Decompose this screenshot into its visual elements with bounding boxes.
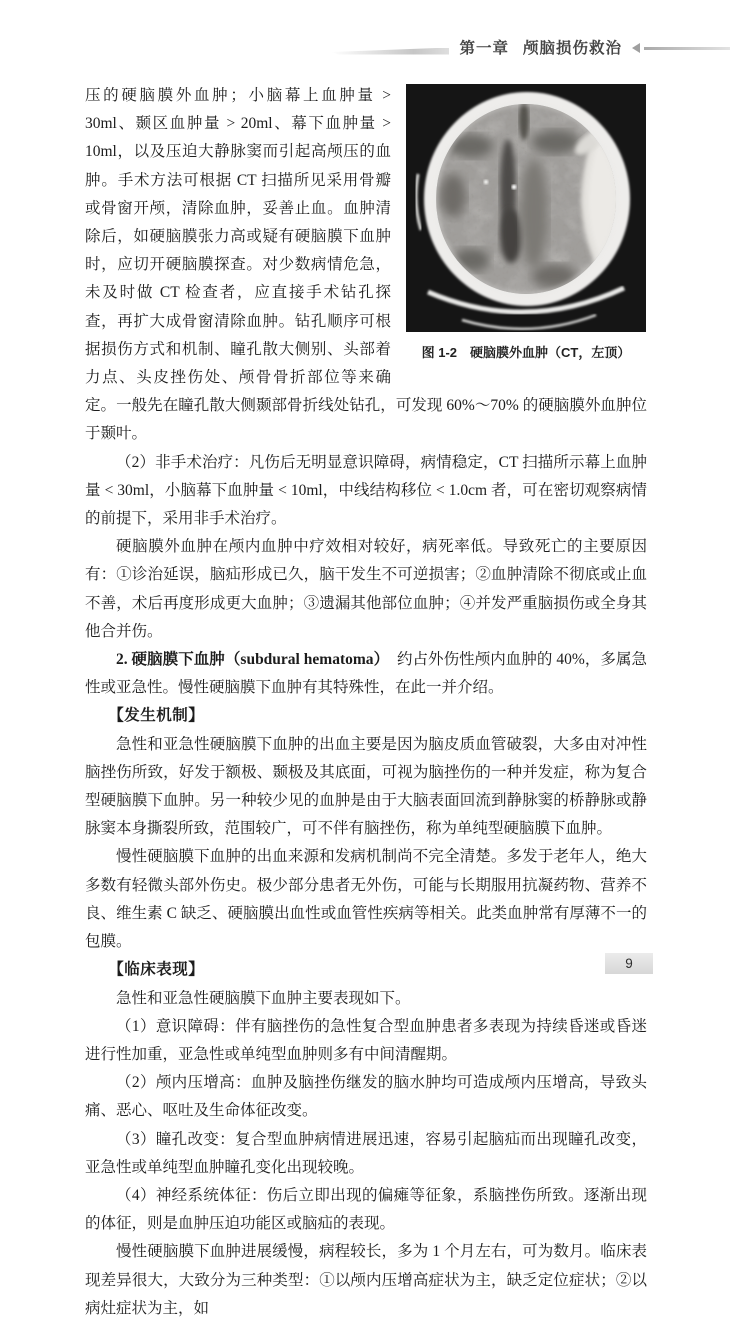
paragraph: 【发生机制】 bbox=[108, 707, 205, 725]
body-text bbox=[85, 82, 647, 1323]
paragraph: 慢性硬脑膜下血肿的出血来源和发病机制尚不完全清楚。多发于老年人，绝大多数有轻微头部外伤史。极少部分患者无外伤，可能与长期服用抗凝药物、营养不良、维生素 C 缺乏、硬脑膜出血性或血管性疾病等相关。此类血肿常有厚薄不一的包膜。 bbox=[85, 848, 647, 951]
paragraph: （4）神经系统体征：伤后立即出现的偏瘫等征象，系脑挫伤所致。逐渐出现的体征，则是血肿压迫功能区或脑疝的表现。 bbox=[85, 1186, 647, 1233]
page-number-badge bbox=[605, 953, 653, 974]
paragraph: （1）意识障碍：伴有脑挫伤的急性复合型血肿患者多表现为持续昏迷或昏迷进行性加重，亚急性或单纯型血肿则多有中间清醒期。 bbox=[85, 1017, 647, 1063]
paragraph: 急性和亚急性硬脑膜下血肿主要表现如下。 bbox=[116, 989, 411, 1007]
ct-scan-image bbox=[405, 84, 647, 332]
paragraph: 2. 硬脑膜下血肿（subdural hematoma） 约占外伤性颅内血肿的 40%，多属急性或亚急性。慢性硬脑膜下血肿有其特殊性，在此一并介绍。 bbox=[85, 651, 648, 697]
paragraph: 慢性硬脑膜下血肿进展缓慢，病程较长，多为 1 个月左右，可为数月。临床表现差异很大，大致分为三种类型：①以颅内压增高症状为主，缺乏定位症状；②以病灶症状为主，如 bbox=[85, 1243, 647, 1317]
paragraph: （2）非手术治疗：凡伤后无明显意识障碍，病情稳定，CT 扫描所示幕上血肿量 < 30ml，小脑幕下血肿量 < 10ml，中线结构移位 < 1.0cm 者，可在密切观察病情的前提下，采用非手术治疗。 bbox=[85, 453, 647, 528]
chapter-label: 第一章 bbox=[459, 40, 509, 57]
page-number: 9 bbox=[625, 956, 633, 971]
paragraph: （2）颅内压增高：血肿及脑挫伤继发的脑水肿均可造成颅内压增高，导致头痛、恶心、呕吐及生命体征改变。 bbox=[85, 1074, 647, 1120]
paragraph: 急性和亚急性硬脑膜下血肿的出血主要是因为脑皮质血管破裂，大多由对冲性脑挫伤所致，好发于额极、颞极及其底面，可视为脑挫伤的一种并发症，称为复合型硬脑膜下血肿。另一种较少见的血肿是由于大脑表面回流到静脉窦的桥静脉或静脉窦本身撕裂所致，范围较广，可不伴有脑挫伤，称为单纯型硬脑膜下血肿。 bbox=[85, 735, 647, 838]
triangle-left-icon bbox=[632, 43, 640, 53]
paragraph: 压的硬脑膜外血肿；小脑幕上血肿量 > 30ml、颞区血肿量 > 20ml、幕下血肿量 > 10ml，以及压迫大静脉窦而引起高颅压的血肿。手术方法可根据 CT 扫描所见采用骨瓣或骨窗开颅，清除血肿，妥善止血。血肿清除后，如硬脑膜张力高或疑有硬脑膜下血肿时，应切开硬脑膜探查。对少数病情危急，未及时做 CT 检查者，应直接手术钻孔探查，再扩大成骨窗清除血肿。钻孔顺序可根据损伤方式和机制、瞳孔散大侧别、头部着力点、头皮挫伤处、颅骨骨折部位等来确定。一般先在瞳孔散大侧颞部骨折线处钻孔，可发现 60%～70% 的硬脑膜外血肿位于颞叶。 bbox=[85, 87, 647, 443]
paragraph: 【临床表现】 bbox=[108, 961, 205, 979]
paragraph: 硬脑膜外血肿在颅内血肿中疗效相对较好，病死率低。导致死亡的主要原因有：①诊治延误，脑疝形成已久，脑干发生不可逆损害；②血肿清除不彻底或止血不善，术后再度形成更大血肿；③遗漏其他部位血肿；④并发严重脑损伤或全身其他合并伤。 bbox=[85, 538, 647, 640]
chapter-title: 颅脑损伤救治 bbox=[522, 40, 622, 57]
header-ornament-left bbox=[331, 48, 449, 55]
page-header bbox=[0, 34, 730, 60]
figure-caption: 图 1-2 硬脑膜外血肿（CT，左顶） bbox=[421, 345, 631, 360]
header-ornament-right bbox=[644, 47, 730, 50]
figure-1-2 bbox=[405, 84, 647, 367]
paragraph: （3）瞳孔改变：复合型血肿病情进展迅速，容易引起脑疝而出现瞳孔改变，亚急性或单纯型血肿瞳孔变化出现较晚。 bbox=[85, 1130, 647, 1176]
